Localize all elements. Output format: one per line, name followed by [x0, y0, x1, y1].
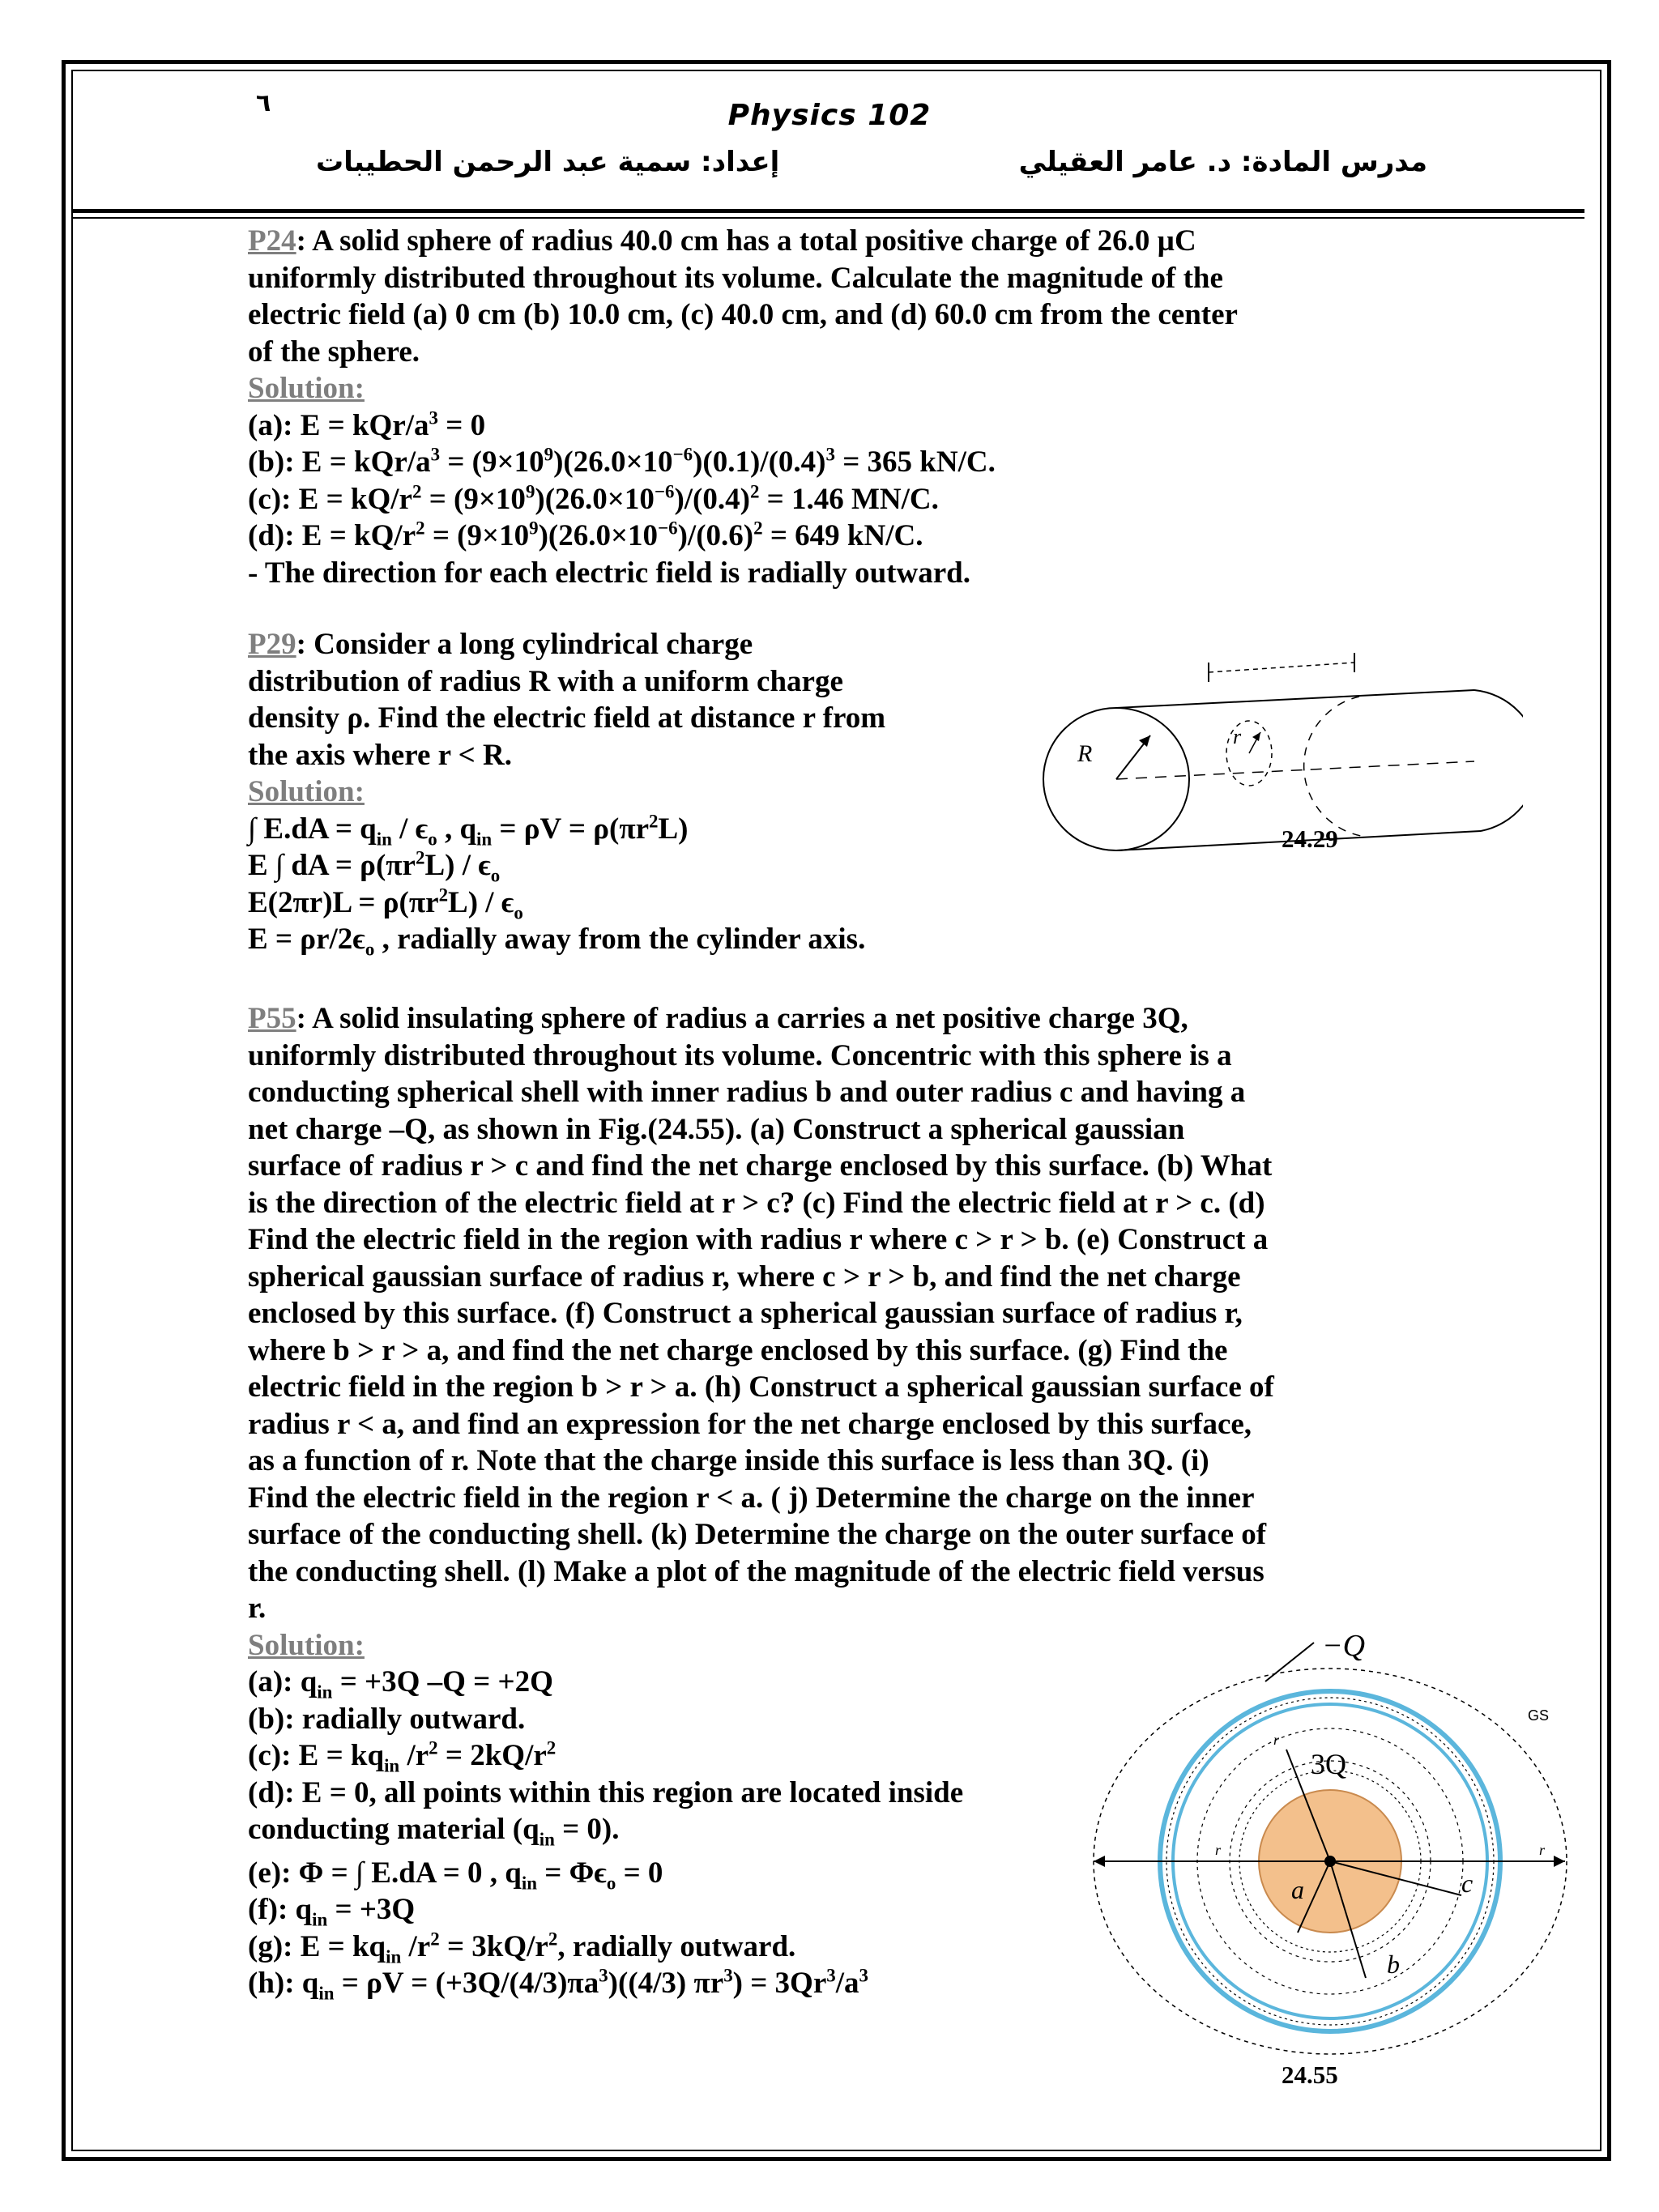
problem-line: as a function of r. Note that the charge inside this surface is less than 3Q. (i)	[248, 1444, 1209, 1477]
problem-line: uniformly distributed throughout its volume. Concentric with this sphere is a	[248, 1038, 1232, 1072]
solution-line-c: (c): $E = kQ/r^2 = (9\times 10^9)(26.0\times 10^{-6})/(0.4)^2 = 1.46$ MN/C.	[248, 481, 939, 516]
solution-line-2: E ∫ dA = $\rho(\pi r^2L) / \epsilon_o$	[248, 847, 501, 886]
solution-line-3: $E(2\pi r)L = \rho(\pi r^2L) / \epsilon_o$	[248, 884, 523, 923]
problem-label: P29	[248, 628, 296, 661]
figure-label-r: r	[1215, 1842, 1222, 1858]
problem-line: where b > r > a, and find the net charge enclosed by this surface. (g) Find the	[248, 1333, 1228, 1367]
header-rule-thick	[73, 209, 1584, 213]
problem-label: P55	[248, 1002, 296, 1035]
instructor-name: مدرس المادة: د. عامر العقيلي	[1018, 146, 1427, 178]
solution-line-d: (d): $E = kQ/r^2 = (9\times 10^9)(26.0\times 10^{-6})/(0.6)^2 = 649$ kN/C.	[248, 518, 923, 552]
solution-line-c: (c): $E = kq_{in}$ $/r^2 = 2kQ/r^2$	[248, 1737, 557, 1776]
problem-line: surface of the conducting shell. (k) Determine the charge on the outer surface of	[248, 1518, 1267, 1551]
solution-conclusion: - The direction for each electric field is radially outward.	[248, 556, 970, 590]
problem-line: is the direction of the electric field at r > c? (c) Find the electric field at r > c. (d)	[248, 1186, 1265, 1220]
solution-line-4: $E = \rho r/2\epsilon_o$ , radially away from the cylinder axis.	[248, 923, 866, 960]
solution-line-1: ∫ $E.dA = q_{in} / \epsilon_o$ , $q_{in} = \rho V = \rho(\pi r^2L)$	[248, 811, 689, 849]
problem-line: : A solid sphere of radius 40.0 cm has a total positive charge of 26.0 µC	[296, 224, 1196, 258]
solution-line-b: (b): radially outward.	[248, 1702, 526, 1736]
problem-line: distribution of radius R with a uniform charge	[248, 664, 843, 698]
figure-label-r: r	[1273, 1732, 1280, 1748]
problem-line: of the sphere.	[248, 335, 420, 369]
page-number: ٦	[256, 89, 271, 117]
figure-label-c: c	[1461, 1869, 1473, 1898]
solution-label: Solution:	[248, 775, 365, 808]
problem-line: the axis where r < R.	[248, 738, 512, 772]
solution-label: Solution:	[248, 372, 365, 405]
problem-p24	[248, 223, 1238, 591]
cylinder-figure	[1021, 648, 1523, 859]
solution-line-g: (g): $E = kq_{in}$ $/r^2 = 3kQ/r^2$, radially outward.	[248, 1929, 796, 1967]
figure-caption-24-55: 24.55	[1282, 2061, 1338, 2089]
prepared-by: إعداد: سمية عبد الرحمن الحطيبات	[316, 146, 780, 178]
solution-line-d2: conducting material $(q_{in} = 0)$.	[248, 1813, 620, 1850]
solution-line-d: (d): E = 0, all points within this region are located inside	[248, 1775, 964, 1809]
figure-label-gs: GS	[1528, 1707, 1550, 1724]
problem-line: : Consider a long cylindrical charge	[296, 628, 753, 661]
problem-p29	[248, 626, 885, 958]
problem-line: Find the electric field in the region with radius r where c > r > b. (e) Construct a	[248, 1223, 1269, 1256]
solution-line-f: (f): $q_{in} = +3Q$	[248, 1893, 416, 1930]
figure-caption-24-29: 24.29	[1282, 825, 1338, 853]
problem-line: r.	[248, 1592, 267, 1625]
problem-line: electric field in the region b > r > a. (h) Construct a spherical gaussian surface of	[248, 1370, 1274, 1404]
problem-label: P24	[248, 224, 296, 258]
solution-line-h: (h): $q_{in} = \rho V = (+3Q/(4/3)\pi a^3)((4/3) \pi r^3) = 3Qr^3/a^3$	[248, 1965, 868, 2004]
solution-line-a: (a): $q_{in} = +3Q$ –Q = +2Q	[248, 1665, 553, 1703]
problem-line: electric field (a) 0 cm (b) 10.0 cm, (c) 40.0 cm, and (d) 60.0 cm from the center	[248, 298, 1238, 331]
figure-label-R: R	[1077, 740, 1093, 767]
solution-label: Solution:	[248, 1628, 365, 1662]
figure-label-r: r	[1233, 725, 1242, 748]
problem-line: the conducting shell. (l) Make a plot of the magnitude of the electric field versus	[248, 1554, 1265, 1588]
figure-label-minus-q: −Q	[1322, 1629, 1366, 1663]
problem-line: conducting spherical shell with inner radius b and outer radius c and having a	[248, 1076, 1246, 1109]
problem-line: radius r < a, and find an expression for the net charge enclosed by this surface,	[248, 1407, 1252, 1441]
problem-line: surface of radius r > c and find the net charge enclosed by this surface. (b) What	[248, 1149, 1273, 1183]
problem-line: spherical gaussian surface of radius r, where c > r > b, and find the net charge	[248, 1259, 1241, 1294]
problem-line: enclosed by this surface. (f) Construct a spherical gaussian surface of radius r,	[248, 1297, 1243, 1330]
figure-label-r: r	[1539, 1842, 1546, 1858]
problem-line: density ρ. Find the electric field at distance r from	[248, 701, 886, 735]
solution-line-e: (e): Φ = ∫ E.dA = 0 , $q_{in} = \Phi\epsilon_o = 0$	[248, 1856, 663, 1893]
sphere-shell-figure	[1085, 1628, 1572, 2065]
figure-label-a: a	[1291, 1875, 1304, 1904]
figure-label-b: b	[1387, 1950, 1400, 1979]
problem-line: : A solid insulating sphere of radius a carries a net positive charge 3Q,	[296, 1002, 1188, 1035]
solution-line-b: (b): E = kQr/$a^3 = (9\times 10^9)(26.0\times 10^{-6})(0.1)/(0.4)^3 = 365$ kN/C.	[248, 444, 996, 479]
solution-line-a: (a): E = kQr/$a^3 = 0$	[248, 407, 486, 442]
course-title: Physics 102	[727, 99, 932, 132]
figure-label-3q: 3Q	[1311, 1748, 1346, 1780]
problem-line: Find the electric field in the region r < a. ( j) Determine the charge on the inner	[248, 1481, 1255, 1515]
header-rule-thin	[73, 217, 1584, 219]
problem-line: uniformly distributed throughout its volume. Calculate the magnitude of the	[248, 261, 1223, 295]
problem-line: net charge –Q, as shown in Fig.(24.55). (a) Construct a spherical gaussian	[248, 1112, 1185, 1146]
